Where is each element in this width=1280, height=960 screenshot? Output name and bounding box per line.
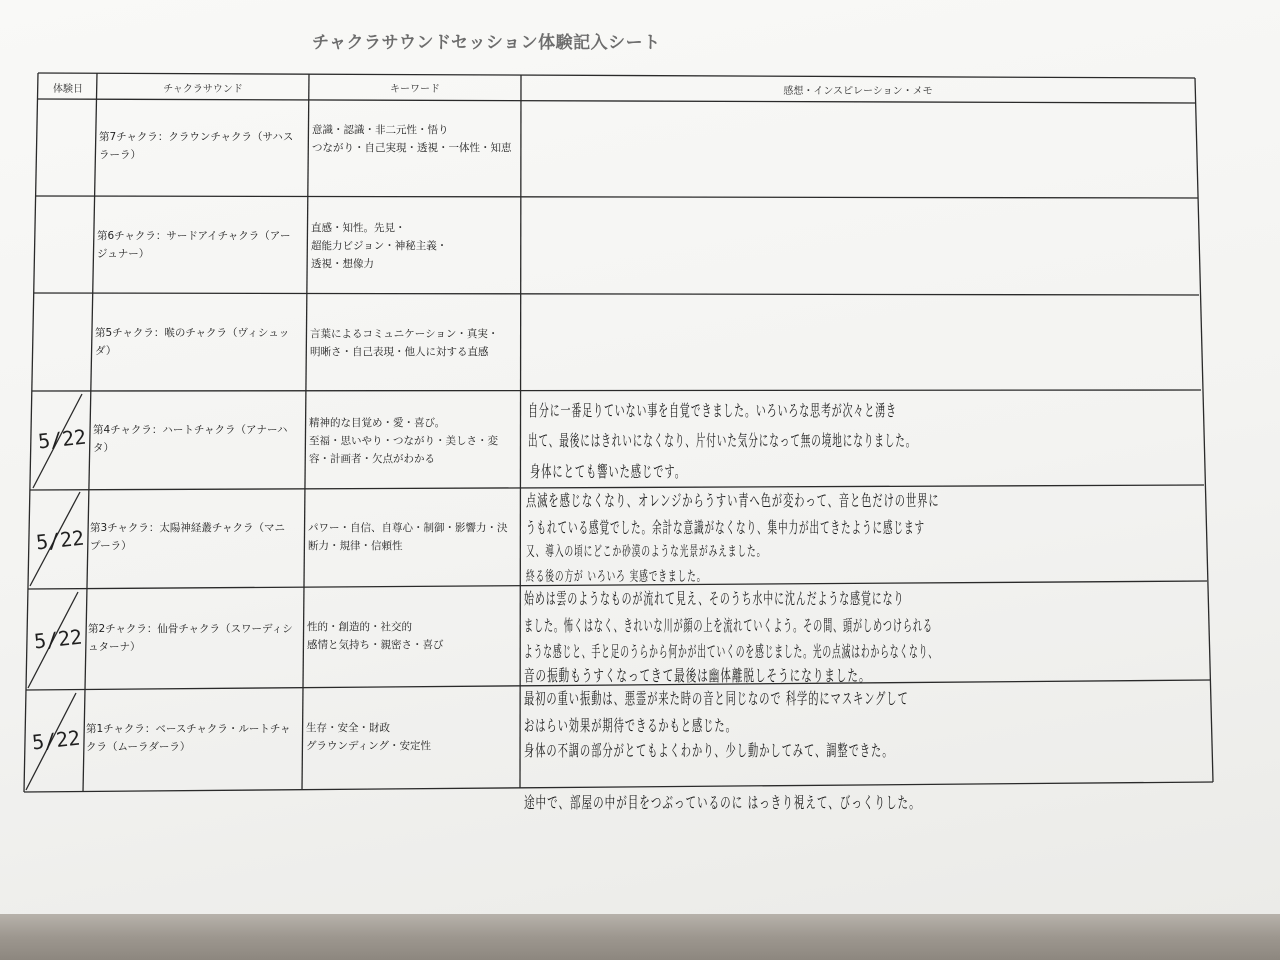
note-chakra-1-line-1: 最初の重い振動は、悪霊が来た時の音と同じなので 科学的にマスキングして [524,689,909,708]
chakra-5-keywords: 言葉によるコミュニケーション・真実・ 明晰さ・自己表現・他人に対する直感 [310,328,499,358]
chakra-4-name: 第4チャクラ：ハートチャクラ（アナーハタ） [93,424,288,454]
chakra-2-keywords: 性的・創造的・社交的 感情と気持ち・親密さ・喜び [307,621,444,651]
note-chakra-2-line-1: 始めは雲のようなものが流れて見え、そのうち水中に沈んだような感覚になり [524,589,905,608]
sheet-title: チャクラサウンドセッション体験記入シート [312,33,661,53]
header-keywords: キーワード [390,84,440,95]
date-chakra-2: 5/22 [32,624,84,654]
note-chakra-3-line-1: 点滅を感じなくなり、オレンジからうすい青へ色が変わって、音と色だけの世界に [526,491,940,510]
note-chakra-3-line-3: 又、導入の頃にどこか砂漠のような光景がみえました。 [526,544,767,560]
date-chakra-4: 5/22 [36,424,88,454]
chakra-3-name: 第3チャクラ：太陽神経叢チャクラ（マニプーラ） [90,522,286,552]
note-chakra-2-line-2: ました。怖くはなく、きれいな川が顔の上を流れていくよう。その間、頭がしめつけられる [524,616,933,635]
chakra-6-name: 第6チャクラ：サードアイチャクラ（アージュナー） [97,230,291,260]
chakra-6-keywords: 直感・知性。先見・ 超能力ビジョン・神秘主義・ 透視・想像力 [311,222,448,270]
header-date: 体験日 [53,84,83,95]
chakra-1-keywords: 生存・安全・財政 グラウンディング・安定性 [306,722,431,752]
note-chakra-3-line-2: うもれている感覚でした。余計な意識がなくなり、集中力が出てきたように感じます [526,518,926,537]
countertop [0,914,1280,960]
header-chakra: チャクラサウンド [163,84,243,95]
chakra-1-name: 第1チャクラ：ベースチャクラ・ルートチャクラ（ムーラダーラ） [86,723,291,753]
note-chakra-4-line-2: 出て、最後にはきれいになくなり、片付いた気分になって無の境地になりました。 [528,431,917,450]
chakra-7-keywords: 意識・認識・非二元性・悟り つながり・自己実現・透視・一体性・知恵 [312,124,512,154]
chakra-7-name: 第7チャクラ：クラウンチャクラ（サハスラーラ） [99,131,294,161]
note-chakra-2-line-4: 音の振動もうすくなってきて最後は幽体離脱しそうになりました。 [524,666,871,685]
date-chakra-1: 5/22 [30,725,82,755]
date-chakra-3: 5/22 [34,525,86,555]
note-chakra-1-line-2: おはらい効果が期待できるかもと感じた。 [524,716,737,735]
note-chakra-3-line-4: 終る後の方が いろいろ 実感できました。 [526,569,707,585]
header-notes: 感想・インスピレーション・メモ [783,86,933,97]
chakra-2-name: 第2チャクラ：仙骨チャクラ（スワーディシュターナ） [88,623,293,653]
chakra-4-keywords: 精神的な目覚め・愛・喜び。 至福・思いやり・つながり・美しさ・変容・計画者・欠点がわかる [309,417,498,465]
footer-note: 途中で、部屋の中が目をつぶっているのに はっきり視えて、びっくりした。 [524,793,921,812]
note-chakra-2-line-3: ような感じと、手と足のうらから何かが出ていくのを感じました。光の点滅はわからなくなり、 [524,642,938,661]
chakra-5-name: 第5チャクラ：喉のチャクラ（ヴィシュッダ） [95,327,290,357]
note-chakra-1-line-3: 身体の不調の部分がとてもよくわかり、少し動かしてみて、調整できた。 [524,741,894,760]
note-chakra-4-line-3: 身体にとても響いた感じです。 [530,462,686,481]
chakra-3-keywords: パワー・自信、自尊心・制御・影響力・決断力・規律・信頼性 [308,522,508,552]
note-chakra-4-line-1: 自分に一番足りていない事を自覚できました。いろいろな思考が次々と湧き [528,401,897,420]
